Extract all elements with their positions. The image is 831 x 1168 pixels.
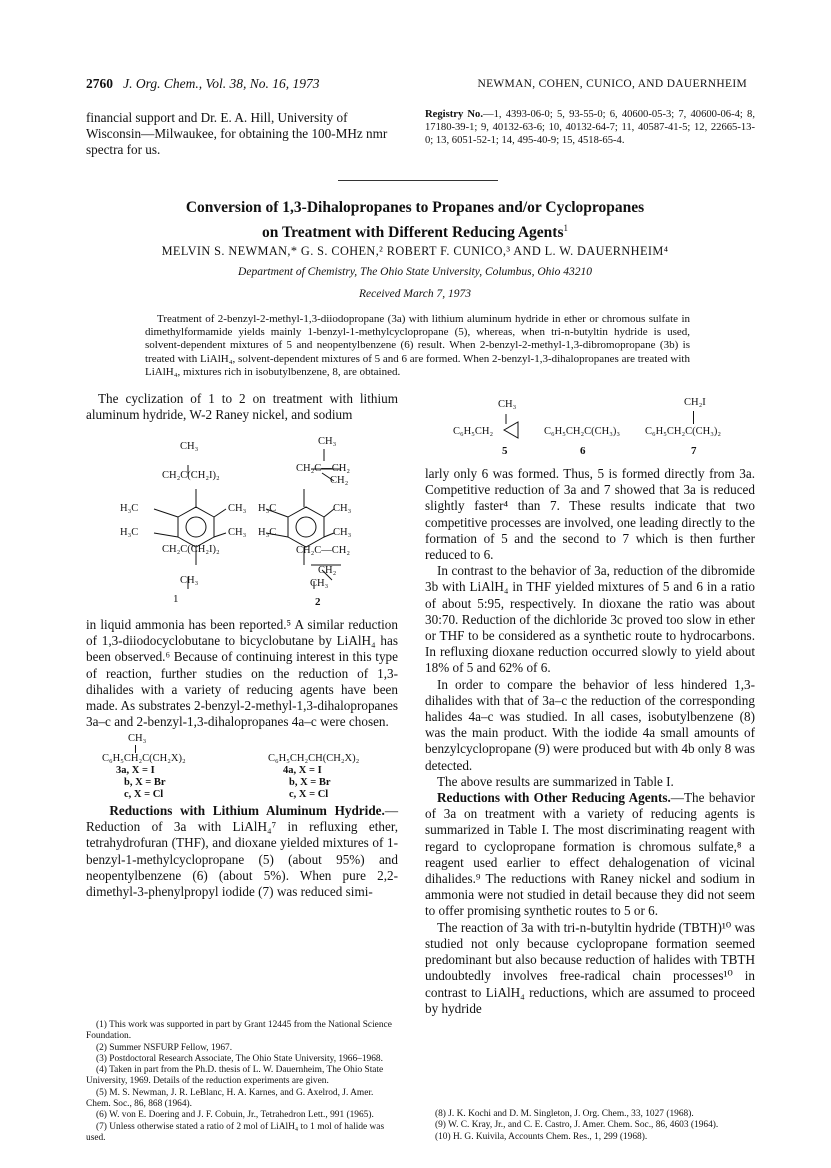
affiliation: Department of Chemistry, The Ohio State University, Columbus, Ohio 43210 [238,266,592,278]
running-header-authors: NEWMAN, COHEN, CUNICO, AND DAUERNHEIM [477,78,747,90]
intro-paragraph-1 [86,391,398,423]
intro-paragraph-2 [86,617,398,730]
s2-ring-me-left-2: H₃C [258,527,277,538]
s1-me-bottom: CH₃ [180,575,199,586]
s2-ring-bottom: CH₂C—CH₂ [296,545,350,556]
footnote: (9) W. C. Kray, Jr., and C. E. Castro, J. Amer. Chem. Soc., 86, 4603 (1964). [435,1120,719,1131]
section-lialh4 [86,803,398,900]
title-line-2 [100,218,730,243]
registry-label: Registry No. [425,109,484,120]
s2-me-top: CH₃ [318,436,337,447]
s1-ring-me-right-2: CH₃ [228,527,247,538]
compound-4b: b, X = Br [289,777,331,788]
section-heading: Reductions with Other Reducing Agents. [437,790,671,806]
compound-4-formula: C₆H₅CH₂CH(CH₂X)₂ [268,753,360,764]
section-heading: Reductions with Lithium Aluminum Hydride. [109,803,385,818]
compound-6-label: 6 [580,445,586,457]
compound-7-label: 7 [691,445,697,457]
s2-ring-top: CH₂C—CH₂ [296,463,350,474]
s2-ring-me-right: CH₃ [333,503,352,514]
c7-ch2i: CH₂I [684,397,706,408]
section-divider [338,180,498,181]
c7-formula: C₆H₅CH₂C(CH₃)₂ [645,426,722,437]
s2-cp-ch2-bottom: CH₂ [318,565,337,576]
s1-me-top: CH₃ [180,441,199,452]
section-text: —The behavior of 3a on treatment with a variety of reducing agents is summarized in Table I. The most discriminating reagent with regard to cyclopropane formation is chromous sulfate,⁸ a reagent used earlier to effect dehalogenation of vicinal dihalides.⁹ The reductions with Raney nickel and sodium in ammonia were not studied in detail because they did not seem to offer promising synthetic routes to 5 or 6. [425,790,755,919]
s1-ring-me-right: CH₃ [228,503,247,514]
bond-line [693,411,694,424]
c6-formula: C₆H₅CH₂C(CH₃)₃ [544,426,621,437]
title-footnote-mark: 1 [563,223,569,233]
c5-formula: C₆H₅CH₂ [453,426,494,437]
running-header-left [86,76,320,92]
footnote: (1) This work was supported in part by Grant 12445 from the National Science Foundation. [86,1020,392,1042]
paragraph: The reaction of 3a with tri-n-butyltin hydride (TBTH)¹⁰ was studied not only because cyclopropane formation seemed predominant but also because reduction of halides with TBTH undoubtedly involves free-radical chain processes¹⁰ in contrast to LiAlH₄ reductions, which are assumed to proceed by hydride [425,919,755,1016]
structure-1-label: 1 [173,593,179,605]
compound-4a: 4a, X = I [283,765,322,776]
s1-ring-me-left-2: H₃C [120,527,139,538]
footnote: (8) J. K. Kochi and D. M. Singleton, J. Org. Chem., 33, 1027 (1968). [435,1109,694,1119]
compound-4c: c, X = Cl [289,789,329,800]
compound-3a: 3a, X = I [116,765,155,776]
footnote: (2) Summer NSFURP Fellow, 1967. [96,1042,233,1053]
paragraph: in liquid ammonia has been reported.⁵ A similar reduction of 1,3-diiodocyclobutane to bicyclobutane by LiAlH₄ has been observed.⁶ Because of continuing interest in this type of reaction, further studies on the reduction of 1,3-dihalides with a variety of reducing agents have been made. As substrates 2-benzyl-2-methyl-1,3-dihalopropanes 3a–c and 2-benzyl-1,3-dihalopropanes 4a–c were chosen. [86,617,398,730]
footnote: (5) M. S. Newman, J. R. LeBlanc, H. A. Karnes, and G. Axelrod, J. Amer. Chem. Soc., 86, 868 (1964). [86,1087,374,1110]
received-date: Received March 7, 1973 [359,288,471,300]
footnotes-right [425,1109,755,1143]
paragraph: The cyclization of 1 to 2 on treatment with lithium aluminum hydride, W-2 Raney nickel, and sodium [86,391,398,423]
registry-text: —1, 4393-06-0; 5, 93-55-0; 6, 40600-05-3; 7, 40600-06-4; 8, 17180-39-1; 9, 40132-63-6; 10, 40132-64-7; 11, 40587-41-5; 12, 22665-13-0; 13, 6051-52-1; 14, 495-40-9; 15, 4518-65-4. [425,109,755,146]
abstract: Treatment of 2-benzyl-2-methyl-1,3-diiodopropane (3a) with lithium aluminum hydride in ether or chromous sulfate in dimethylformamide yields mainly 1-benzyl-1-methylcyclopropane (5), whereas, when tri-n-butyltin hydride is used, solvent-dependent mixtures of 5 and neopentylbenzene (6) result. When 2-benzyl-2-methyl-1,3-dibromopropane (3b) is treated with LiAlH₄, solvent-dependent mixtures of 5 and 6 are formed. When 2-benzyl-1,3-dihalopropanes are treated with LiAlH₄, mixtures rich in isobutylbenzene, 8, are obtained. [145,313,690,378]
paragraph: larly only 6 was formed. Thus, 5 is formed directly from 3a. Competitive reduction of 3a and 7 showed that 3a is reduced slightly faster⁴ than 7. These results indicate that two competitive processes are involved, one leading directly to the formation of 5 and the second to 7 which is then further reduced to 6. [425,466,755,563]
compound-3c: c, X = Cl [124,789,164,800]
s2-cp-ch2-top: CH₂ [330,475,349,486]
compound-5-label: 5 [502,445,508,457]
structure-2-label: 2 [315,596,321,608]
s1-ring-me-left: H₃C [120,503,139,514]
s2-ring-me-right-2: CH₃ [333,527,352,538]
compound-3b: b, X = Br [124,777,166,788]
author-list: MELVIN S. NEWMAN,* G. S. COHEN,² ROBERT F. CUNICO,³ AND L. W. DAUERNHEIM⁴ [161,244,669,258]
s2-ring-me-left: H₃C [258,503,277,514]
c5-methyl: CH₃ [498,399,517,410]
paragraph [425,790,755,920]
title-line-1: Conversion of 1,3-Dihalopropanes to Propanes and/or Cyclopropanes [185,199,645,216]
compound-3-me: CH₃ [128,733,147,744]
footnote: (4) Taken in part from the Ph.D. thesis of L. W. Dauernheim, The Ohio State University, 1969. Details of the reduction experiments are given. [86,1065,384,1087]
paragraph: The above results are summarized in Table I. [437,773,674,789]
bond-line [135,745,136,753]
structure-1 [154,465,226,589]
registry-numbers [425,109,755,147]
acknowledgment-text: financial support and Dr. E. A. Hill, University of Wisconsin—Milwaukee, for obtaining the 100-MHz nmr spectra for us. [86,110,388,157]
structures-1-2 [96,437,396,615]
s1-sidechain-top: CH₂C(CH₂I)₂ [162,470,220,481]
cyclopropane-ring [498,410,523,440]
s2-me-bottom: CH₃ [310,578,329,589]
footnote: (10) H. G. Kuivila, Accounts Chem. Res., 1, 299 (1968). [435,1131,648,1142]
paragraph [86,803,398,900]
paragraph: In contrast to the behavior of 3a, reduction of the dibromide 3b with LiAlH₄ in THF yielded mixtures of 5 and 6 in a ratio of about 5:95, respectively. In dioxane the ratio was about 30:70. Reduction of the dichloride 3c proved too slow in ether or THF to be considered as a synthetic route to hydrocarbons. In refluxing dioxane reduction occurred slowly to yield about 18% of 5 and 62% of 6. [425,563,755,676]
journal-citation: J. Org. Chem., Vol. 38, No. 16, 1973 [123,76,320,91]
footnote: (3) Postdoctoral Research Associate, The Ohio State University, 1966–1968. [96,1053,383,1064]
paragraph: In order to compare the behavior of less hindered 1,3-dihalides with that of 3a–c the reduction of the corresponding halides 4a–c was studied. In all cases, isobutylbenzene (8) was the main product. With the iodide 4a small amounts of benzylcyclopropane (9) were produced but with 4b only 8 was detected. [425,676,755,773]
s1-sidechain-bottom: CH₂C(CH₂I)₂ [162,544,220,555]
page-number: 2760 [86,76,113,91]
footnotes-left [86,1020,398,1144]
article-title [100,197,730,243]
title-line-2-text: on Treatment with Different Reducing Agents [261,224,564,242]
right-column-body [425,466,755,1017]
section-text: —Reduction of 3a with LiAlH₄⁷ in refluxing ether, tetrahydrofuran (THF), and dioxane yielded mixtures of 1-benzyl-1-methylcyclopropane (5) (about 95%) and neopentylbenzene (6) (about 5%). When pure 2,2-dimethyl-3-phenylpropyl iodide (7) was reduced simi- [86,803,398,900]
compound-3-formula: C₆H₅CH₂C(CH₂X)₂ [102,753,186,764]
footnote: (6) W. von E. Doering and J. F. Cobuin, Jr., Tetrahedron Lett., 991 (1965). [96,1110,374,1121]
footnote: (7) Unless otherwise stated a ratio of 2 mol of LiAlH₄ to 1 mol of halide was used. [86,1121,385,1143]
